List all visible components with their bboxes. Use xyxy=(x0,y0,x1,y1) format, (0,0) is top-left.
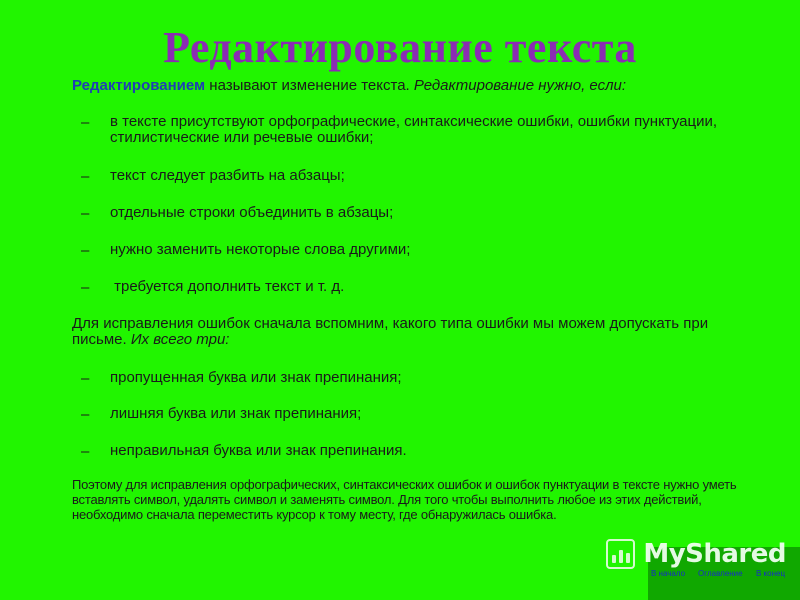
nav-start-link[interactable]: В начало xyxy=(651,569,686,578)
list-dash: – xyxy=(81,242,90,259)
list-item: в тексте присутствуют орфографические, синтаксические ошибки, ошибки пунктуации, стилистические или речевые ошибки; xyxy=(110,113,718,146)
conclusion-paragraph: Поэтому для исправления орфографических, синтаксических ошибок и ошибок пунктуации в тексте нужно уметь вставлять символ, удалять символ и заменять символ. Для того чтобы выполнить любое из этих действий, необходимо сначала переместить курсор к тому месту, где обнаружилась ошибка. xyxy=(72,477,737,522)
list-dash: – xyxy=(81,406,90,423)
slide-title: Редактирование текста xyxy=(163,23,637,72)
intro-italic: Редактирование нужно, если: xyxy=(413,77,627,94)
list-dash: – xyxy=(81,114,90,131)
list-item: пропущенная буква или знак препинания; xyxy=(110,369,402,386)
presentation-chart-icon xyxy=(606,539,635,569)
list-item: отдельные строки объединить в абзацы; xyxy=(110,204,394,221)
intro-text: называют изменение текста. xyxy=(205,77,414,94)
list-item: нужно заменить некоторые слова другими; xyxy=(110,241,411,258)
intro-paragraph xyxy=(72,78,762,94)
nav-toc-link[interactable]: Оглавление xyxy=(698,569,743,578)
watermark-logo xyxy=(606,536,786,572)
error-types-paragraph xyxy=(72,316,752,348)
list-dash: – xyxy=(81,370,90,387)
list-dash: – xyxy=(81,205,90,222)
list-dash: – xyxy=(81,279,90,296)
list-dash: – xyxy=(81,443,90,460)
nav-end-link[interactable]: В конец xyxy=(756,569,786,578)
list-item: неправильная буква или знак препинания. xyxy=(110,442,407,459)
list-dash: – xyxy=(81,168,90,185)
watermark-text: MyShared xyxy=(643,539,786,569)
list-item: текст следует разбить на абзацы; xyxy=(110,167,345,184)
para2-italic: Их всего три: xyxy=(130,331,230,348)
para2-text: Для исправления ошибок сначала вспомним, какого типа ошибки мы можем допускать при письме. xyxy=(72,315,709,348)
list-item: лишняя буква или знак препинания; xyxy=(110,405,362,422)
intro-lead-term: Редактированием xyxy=(72,77,206,94)
list-item: требуется дополнить текст и т. д. xyxy=(110,278,345,295)
